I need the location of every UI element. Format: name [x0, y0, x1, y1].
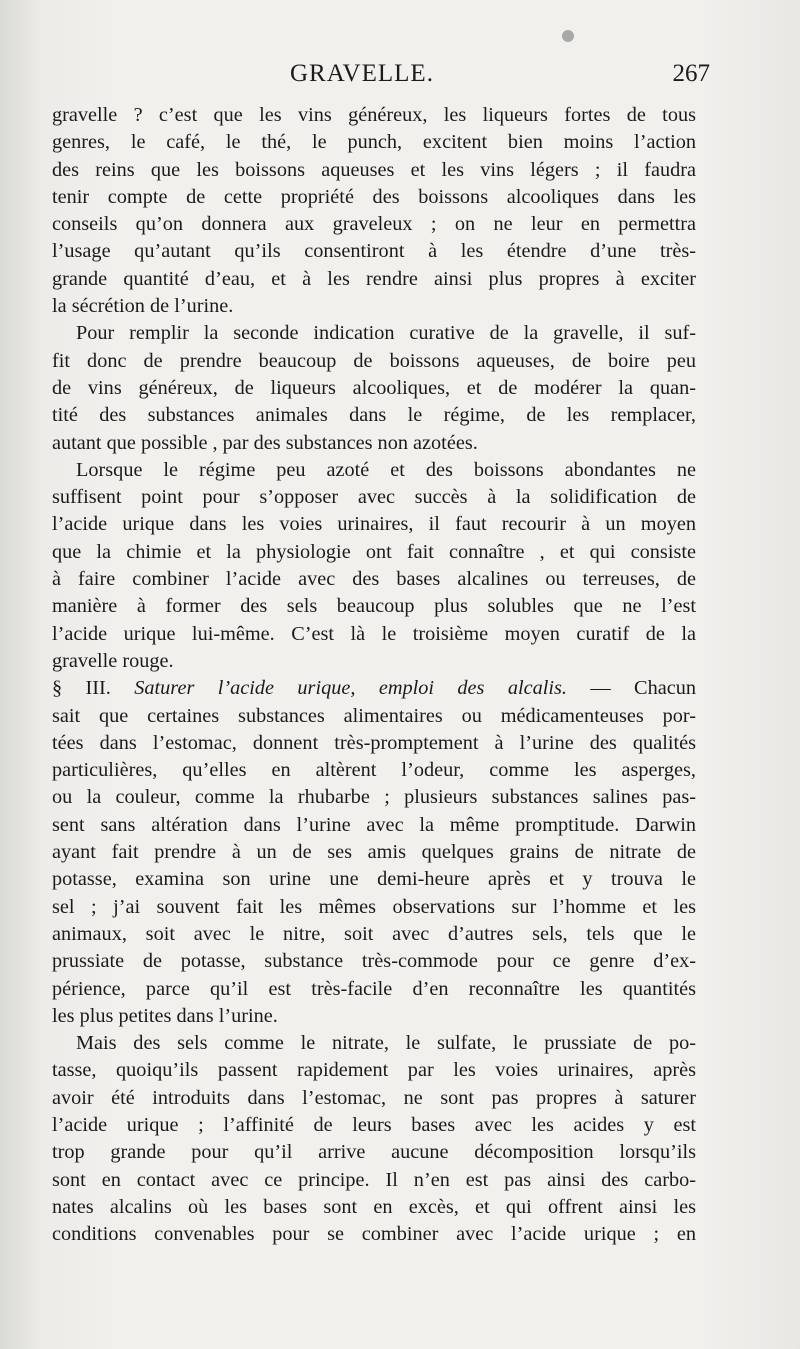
text-line: l’acide urique ; l’affinité de leurs bases avec les acides y est: [52, 1113, 696, 1136]
text-line: tité des substances animales dans le régime, de les remplacer,: [52, 404, 696, 427]
text-line: animaux, soit avec le nitre, soit avec d’autres sels, tels que le: [52, 922, 696, 945]
text-line: à faire combiner l’acide avec des bases alcalines ou terreuses, de: [52, 568, 696, 591]
text-line: de vins généreux, de liqueurs alcooliques, et de modérer la quan-: [52, 376, 696, 399]
text-line: gravelle ? c’est que les vins généreux, les liqueurs fortes de tous: [52, 104, 696, 126]
paragraphs-block-1: [52, 102, 696, 675]
text-line: l’usage qu’autant qu’ils consentiront à les étendre d’une très-: [52, 240, 696, 263]
body-text: [52, 102, 696, 1248]
text-line: sent sans altération dans l’urine avec la même promptitude. Darwin: [52, 813, 696, 836]
ink-spot: [562, 30, 574, 42]
text-line: gravelle rouge.: [52, 649, 174, 672]
section-heading: Saturer l’acide urique, emploi des alcalis.: [134, 677, 567, 700]
text-line: ayant fait prendre à un de ses amis quelques grains de nitrate de: [52, 841, 696, 864]
section-lead: — Chacun: [590, 677, 696, 700]
text-line: Mais des sels comme le nitrate, le sulfate, le prussiate de po-: [76, 1032, 696, 1055]
text-line: périence, parce qu’il est très-facile d’en reconnaître les quantités: [52, 977, 696, 1000]
text-line: conditions convenables pour se combiner avec l’acide urique ; en: [52, 1223, 696, 1246]
section-number: § III.: [52, 677, 111, 700]
text-line: autant que possible , par des substances non azotées.: [52, 431, 478, 454]
text-line: l’acide urique dans les voies urinaires, il faut recourir à un moyen: [52, 513, 696, 536]
text-line: potasse, examina son urine une demi-heure après et y trouva le: [52, 868, 696, 891]
text-line: tasse, quoiqu’ils passent rapidement par les voies urinaires, après: [52, 1059, 696, 1082]
text-line: tées dans l’estomac, donnent très-promptement à l’urine des qualités: [52, 731, 696, 754]
text-line: sait que certaines substances alimentaires ou médicamenteuses por-: [52, 704, 696, 727]
text-line: les plus petites dans l’urine.: [52, 1004, 278, 1027]
text-line: manière à former des sels beaucoup plus solubles que ne l’est: [52, 595, 696, 618]
text-line: des reins que les boissons aqueuses et les vins légers ; il faudra: [52, 158, 696, 181]
text-line: sont en contact avec ce principe. Il n’en est pas ainsi des carbo-: [52, 1168, 696, 1191]
text-line: avoir été introduits dans l’estomac, ne sont pas propres à saturer: [52, 1086, 696, 1109]
text-line: particulières, qu’elles en altèrent l’odeur, comme les asperges,: [52, 759, 696, 782]
text-line: fit donc de prendre beaucoup de boissons aqueuses, de boire peu: [52, 349, 696, 372]
paragraphs-block-2: [52, 703, 696, 1249]
text-line: Lorsque le régime peu azoté et des boissons abondantes ne: [76, 458, 696, 481]
text-line: grande quantité d’eau, et à les rendre ainsi plus propres à exciter: [52, 267, 696, 290]
text-line: l’acide urique lui-même. C’est là le troisième moyen curatif de la: [52, 622, 696, 645]
text-line: trop grande pour qu’il arrive aucune décomposition lorsqu’ils: [52, 1141, 696, 1164]
section-heading-line: [52, 675, 696, 702]
text-line: conseils qu’on donnera aux graveleux ; on ne leur en permettra: [52, 213, 696, 236]
text-line: tenir compte de cette propriété des boissons alcooliques dans les: [52, 185, 696, 208]
text-line: sel ; j’ai souvent fait les mêmes observations sur l’homme et les: [52, 895, 696, 918]
text-line: suffisent point pour s’opposer avec succès à la solidification de: [52, 486, 696, 509]
text-line: Pour remplir la seconde indication curative de la gravelle, il suf-: [76, 322, 696, 345]
text-line: nates alcalins où les bases sont en excès, et qui offrent ainsi les: [52, 1195, 696, 1218]
text-line: prussiate de potasse, substance très-commode pour ce genre d’ex-: [52, 950, 696, 973]
text-line: que la chimie et la physiologie ont fait connaître , et qui consiste: [52, 540, 696, 563]
text-line: ou la couleur, comme la rhubarbe ; plusieurs substances salines pas-: [52, 786, 696, 809]
running-head: [60, 60, 710, 96]
page-number: 267: [672, 60, 710, 87]
text-line: la sécrétion de l’urine.: [52, 295, 234, 318]
running-title: GRAVELLE.: [290, 60, 434, 87]
text-line: genres, le café, le thé, le punch, excitent bien moins l’action: [52, 131, 696, 154]
